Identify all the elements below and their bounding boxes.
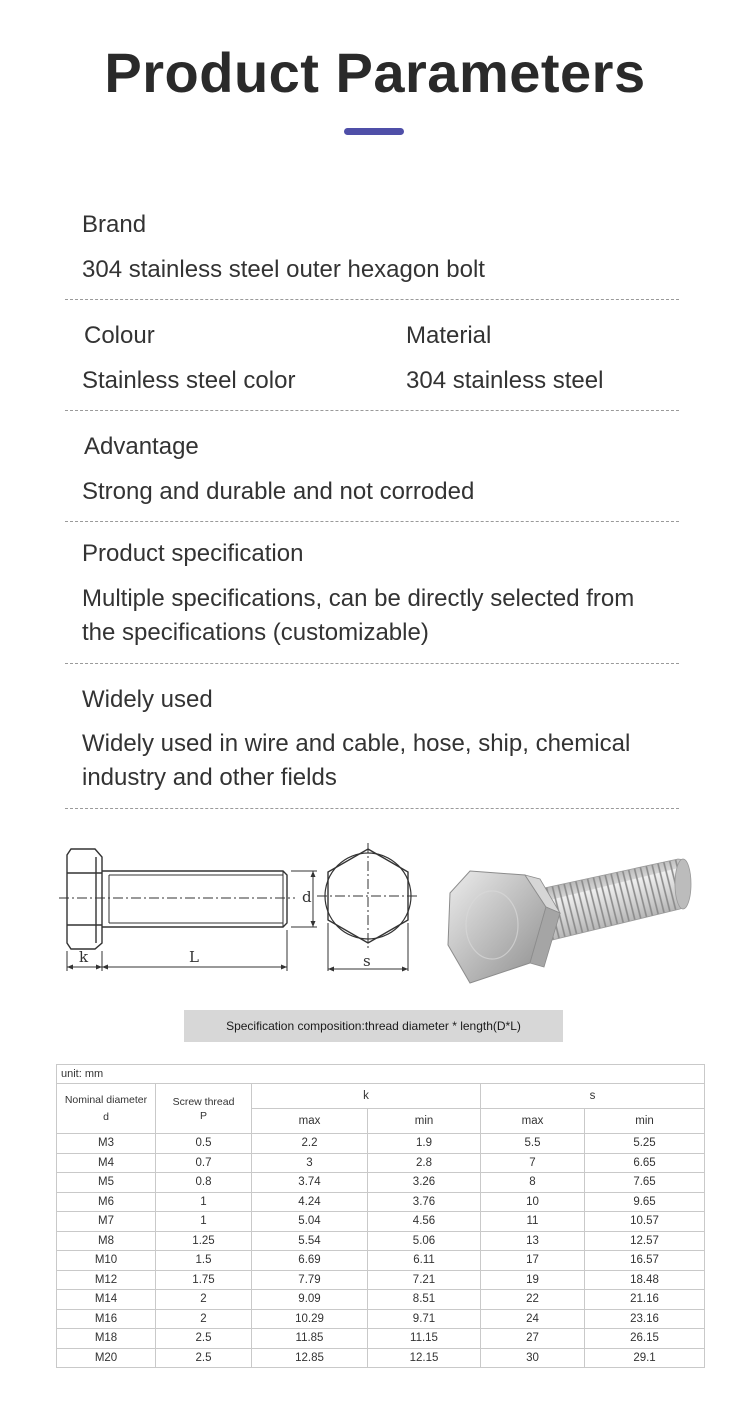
cell-k-min: 5.06 — [368, 1231, 481, 1251]
cell-k-max: 2.2 — [252, 1134, 368, 1154]
used-label: Widely used — [82, 686, 213, 713]
colour-value: Stainless steel color — [82, 367, 296, 394]
spec-table — [56, 1064, 705, 1368]
header-s: s — [481, 1084, 705, 1109]
cell-k-max: 12.85 — [252, 1348, 368, 1368]
cell-k-min: 2.8 — [368, 1153, 481, 1173]
cell-screw-thread: 0.7 — [156, 1153, 252, 1173]
cell-s-min: 12.57 — [585, 1231, 705, 1251]
cell-nominal-diameter: M7 — [57, 1212, 156, 1232]
cell-s-min: 21.16 — [585, 1290, 705, 1310]
table-row — [57, 1309, 705, 1329]
divider — [65, 410, 679, 411]
header-nominal-label: Nominal diameter — [64, 1094, 148, 1106]
material-label: Material — [406, 322, 492, 349]
cell-s-min: 6.65 — [585, 1153, 705, 1173]
cell-k-max: 3 — [252, 1153, 368, 1173]
cell-screw-thread: 1.75 — [156, 1270, 252, 1290]
cell-k-min: 1.9 — [368, 1134, 481, 1154]
bolt-photo-shank — [535, 859, 691, 943]
cell-k-min: 12.15 — [368, 1348, 481, 1368]
bolt-photo — [440, 845, 695, 990]
cell-screw-thread: 2.5 — [156, 1348, 252, 1368]
header-screw-thread — [156, 1084, 252, 1134]
cell-s-min: 10.57 — [585, 1212, 705, 1232]
table-row — [57, 1231, 705, 1251]
header-s-min: min — [585, 1109, 705, 1134]
spec-table-container — [56, 1064, 704, 1368]
divider — [65, 299, 679, 300]
table-row — [57, 1153, 705, 1173]
table-row — [57, 1329, 705, 1349]
spec-composition-caption: Specification composition:thread diameter * length(D*L) — [184, 1010, 563, 1042]
cell-nominal-diameter: M6 — [57, 1192, 156, 1212]
cell-k-min: 4.56 — [368, 1212, 481, 1232]
cell-nominal-diameter: M5 — [57, 1173, 156, 1193]
cell-s-min: 5.25 — [585, 1134, 705, 1154]
cell-k-min: 11.15 — [368, 1329, 481, 1349]
cell-screw-thread: 1 — [156, 1212, 252, 1232]
dim-label-L: L — [189, 948, 199, 966]
cell-s-min: 7.65 — [585, 1173, 705, 1193]
cell-s-max: 5.5 — [481, 1134, 585, 1154]
cell-s-min: 18.48 — [585, 1270, 705, 1290]
cell-screw-thread: 1 — [156, 1192, 252, 1212]
cell-s-min: 29.1 — [585, 1348, 705, 1368]
advantage-value: Strong and durable and not corroded — [82, 478, 475, 505]
bolt-photo-head — [448, 871, 560, 983]
header-nominal-sub: d — [103, 1111, 109, 1123]
table-unit-label: unit: mm — [57, 1065, 705, 1084]
brand-label: Brand — [82, 211, 147, 238]
cell-k-min: 3.76 — [368, 1192, 481, 1212]
cell-nominal-diameter: M14 — [57, 1290, 156, 1310]
cell-nominal-diameter: M3 — [57, 1134, 156, 1154]
cell-k-max: 3.74 — [252, 1173, 368, 1193]
cell-s-max: 24 — [481, 1309, 585, 1329]
cell-nominal-diameter: M20 — [57, 1348, 156, 1368]
title-accent-bar — [344, 128, 404, 135]
divider — [65, 808, 679, 809]
header-thread-label: Screw thread — [172, 1095, 235, 1108]
cell-nominal-diameter: M4 — [57, 1153, 156, 1173]
colour-label: Colour — [84, 322, 155, 349]
cell-screw-thread: 1.5 — [156, 1251, 252, 1271]
page-title: Product Parameters — [104, 41, 646, 104]
header-k-max: max — [252, 1109, 368, 1134]
cell-s-max: 11 — [481, 1212, 585, 1232]
table-row — [57, 1134, 705, 1154]
table-row — [57, 1348, 705, 1368]
cell-k-min: 8.51 — [368, 1290, 481, 1310]
cell-k-max: 5.54 — [252, 1231, 368, 1251]
header-nominal-diameter — [57, 1084, 156, 1134]
advantage-label: Advantage — [84, 433, 199, 460]
cell-k-max: 4.24 — [252, 1192, 368, 1212]
cell-nominal-diameter: M8 — [57, 1231, 156, 1251]
dim-label-k: k — [79, 948, 89, 966]
cell-s-min: 23.16 — [585, 1309, 705, 1329]
divider — [65, 521, 679, 522]
cell-s-max: 13 — [481, 1231, 585, 1251]
header-k: k — [252, 1084, 481, 1109]
divider — [65, 663, 679, 664]
cell-screw-thread: 2 — [156, 1290, 252, 1310]
brand-value: 304 stainless steel outer hexagon bolt — [82, 256, 485, 283]
cell-s-max: 19 — [481, 1270, 585, 1290]
cell-k-min: 7.21 — [368, 1270, 481, 1290]
bolt-shank — [102, 871, 287, 927]
cell-s-max: 8 — [481, 1173, 585, 1193]
bolt-head-side — [67, 849, 102, 949]
cell-s-max: 10 — [481, 1192, 585, 1212]
dim-label-d: d — [302, 888, 312, 906]
header-k-min: min — [368, 1109, 481, 1134]
header-thread-sub: P — [199, 1109, 207, 1122]
cell-screw-thread: 0.5 — [156, 1134, 252, 1154]
cell-s-min: 9.65 — [585, 1192, 705, 1212]
cell-k-min: 9.71 — [368, 1309, 481, 1329]
cell-s-max: 27 — [481, 1329, 585, 1349]
cell-k-max: 9.09 — [252, 1290, 368, 1310]
table-row — [57, 1192, 705, 1212]
cell-s-max: 22 — [481, 1290, 585, 1310]
spec-label: Product specification — [82, 540, 304, 567]
table-row — [57, 1270, 705, 1290]
used-value-line2: industry and other fields — [82, 764, 337, 791]
table-row — [57, 1212, 705, 1232]
cell-k-max: 5.04 — [252, 1212, 368, 1232]
cell-s-max: 30 — [481, 1348, 585, 1368]
cell-k-min: 6.11 — [368, 1251, 481, 1271]
cell-k-min: 3.26 — [368, 1173, 481, 1193]
table-row — [57, 1251, 705, 1271]
cell-nominal-diameter: M12 — [57, 1270, 156, 1290]
used-value-line1: Widely used in wire and cable, hose, ship, chemical — [82, 730, 631, 757]
bolt-technical-drawing — [55, 835, 425, 980]
cell-k-max: 10.29 — [252, 1309, 368, 1329]
cell-nominal-diameter: M18 — [57, 1329, 156, 1349]
spec-value-line1: Multiple specifications, can be directly selected from — [82, 585, 635, 612]
cell-s-max: 7 — [481, 1153, 585, 1173]
spec-value-line2: the specifications (customizable) — [82, 619, 429, 646]
cell-k-max: 7.79 — [252, 1270, 368, 1290]
table-row — [57, 1173, 705, 1193]
cell-s-min: 26.15 — [585, 1329, 705, 1349]
cell-screw-thread: 2.5 — [156, 1329, 252, 1349]
cell-k-max: 6.69 — [252, 1251, 368, 1271]
spec-table-body — [57, 1134, 705, 1368]
material-value: 304 stainless steel — [406, 367, 604, 394]
cell-nominal-diameter: M10 — [57, 1251, 156, 1271]
cell-s-max: 17 — [481, 1251, 585, 1271]
cell-k-max: 11.85 — [252, 1329, 368, 1349]
header-s-max: max — [481, 1109, 585, 1134]
cell-screw-thread: 0.8 — [156, 1173, 252, 1193]
dim-label-s: s — [363, 952, 371, 970]
cell-nominal-diameter: M16 — [57, 1309, 156, 1329]
cell-screw-thread: 2 — [156, 1309, 252, 1329]
table-row — [57, 1290, 705, 1310]
cell-screw-thread: 1.25 — [156, 1231, 252, 1251]
cell-s-min: 16.57 — [585, 1251, 705, 1271]
